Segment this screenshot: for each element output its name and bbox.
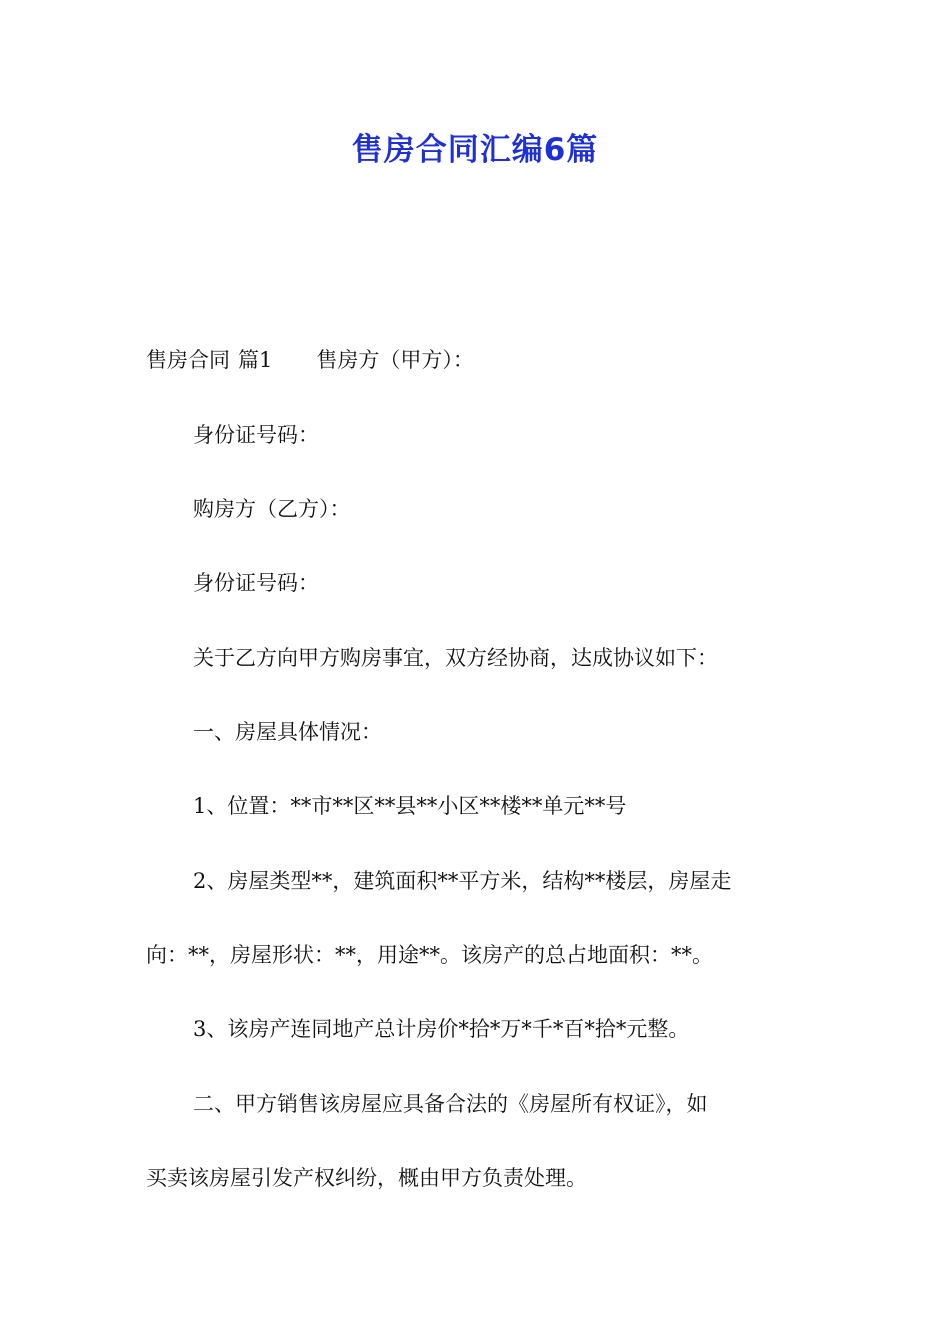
section-one-heading: 一、房屋具体情况：: [193, 720, 382, 744]
section-two-line-2: 买卖该房屋引发产权纠纷，概由甲方负责处理。: [146, 1166, 587, 1190]
property-location: 1、位置：**市**区**县**小区**楼**单元**号: [193, 794, 627, 818]
agreement-intro: 关于乙方向甲方购房事宜，双方经协商，达成协议如下：: [193, 646, 718, 670]
buyer-id-label: 身份证号码：: [193, 571, 319, 595]
contract-heading-line: [146, 345, 474, 375]
buyer-label: 购房方（乙方）：: [193, 497, 351, 521]
property-type-line-2: 向：**，房屋形状：**，用途**。该房产的总占地面积：**。: [146, 943, 713, 967]
contract-piece-number: 篇1: [238, 348, 273, 372]
property-price: 3、该房产连同地产总计房价*拾*万*千*百*拾*元整。: [193, 1017, 690, 1041]
property-type-line-1: 2、房屋类型**，建筑面积**平方米，结构**楼层，房屋走: [193, 869, 732, 893]
document-title: 售房合同汇编6篇: [351, 132, 599, 168]
section-two-line-1: 二、甲方销售该房屋应具备合法的《房屋所有权证》，如: [193, 1092, 708, 1116]
seller-id-label: 身份证号码：: [193, 423, 319, 447]
contract-heading: 售房合同: [146, 348, 230, 372]
seller-label: 售房方（甲方）：: [316, 348, 474, 372]
